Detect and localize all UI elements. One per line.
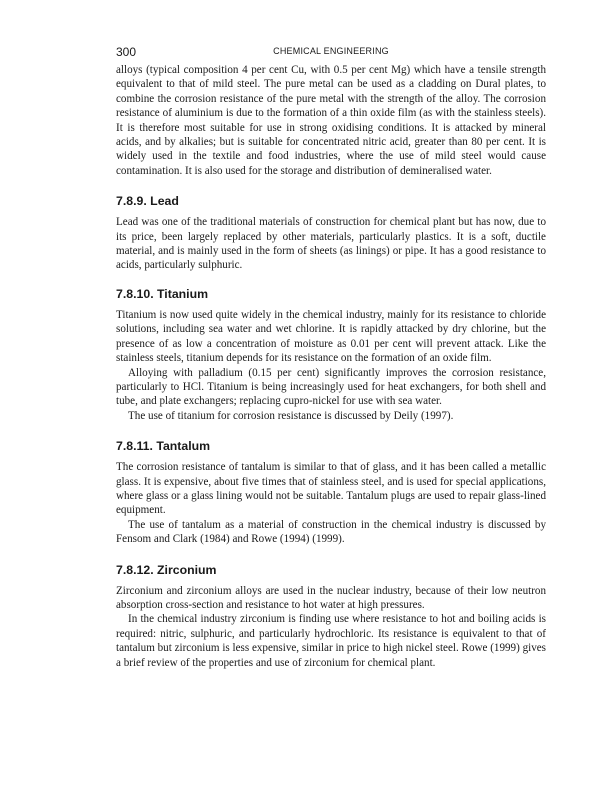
section-heading-titanium: 7.8.10. Titanium	[116, 286, 209, 301]
book-page	[116, 45, 546, 670]
titanium-paragraph-2: Alloying with palladium (0.15 per cent) significantly improves the corrosion resistance, particularly to HCl. Titanium is being increasingly used for heat exchangers, for both shell and tube, and plate exchangers; replacing cupro-nickel for use with sea water.	[116, 366, 546, 408]
running-head: CHEMICAL ENGINEERING	[273, 46, 389, 56]
titanium-paragraph-1: Titanium is now used quite widely in the chemical industry, mainly for its resistance to chloride solutions, including sea water and wet chlorine. It is rapidly attacked by dry chlorine, but the presence of as low a concentration of moisture as 0.01 per cent will prevent attack. Like the stainless steels, titanium depends for its resistance on the formation of an oxide film.	[116, 308, 546, 365]
section-heading-zirconium: 7.8.12. Zirconium	[116, 562, 217, 577]
section-heading-lead: 7.8.9. Lead	[116, 194, 179, 209]
page-number: 300	[116, 45, 137, 59]
intro-paragraph: alloys (typical composition 4 per cent Cu, with 0.5 per cent Mg) which have a tensile strength equivalent to that of mild steel. The pure metal can be used as a cladding on Dural plates, to combine the corrosion resistance of the pure metal with the strength of the alloy. The corrosion resistance of aluminium is due to the formation of a thin oxide film (as with the stainless steels). It is therefore most suitable for use in strong oxidising conditions. It is attacked by mineral acids, and by alkalies; but is suitable for concentrated nitric acid, greater than 80 per cent. It is widely used in the textile and food industries, where the use of mild steel would cause contamination. It is also used for the storage and distribution of demineralised water.	[116, 64, 546, 177]
zirconium-paragraph-1: Zirconium and zirconium alloys are used in the nuclear industry, because of their low neutron absorption cross-section and resistance to hot water at high pressures.	[116, 584, 546, 611]
lead-paragraph-1: Lead was one of the traditional materials of construction for chemical plant but has now, due to its price, been largely replaced by other materials, particularly plastics. It is a soft, ductile material, and is mainly used in the form of sheets (as linings) or pipe. It has a good resistance to acids, particularly sulphuric.	[116, 216, 546, 272]
page-header	[116, 45, 546, 63]
page-body	[116, 63, 546, 670]
section-heading-tantalum: 7.8.11. Tantalum	[116, 439, 211, 454]
zirconium-paragraph-2: In the chemical industry zirconium is finding use where resistance to hot and boiling acids is required: nitric, sulphuric, and particularly hydrochloric. Its resistance is equivalent to that of tantalum but zirconium is less expensive, similar in price to high nickel steel. Rowe (1999) gives a brief review of the properties and use of zirconium for chemical plant.	[116, 613, 546, 669]
tantalum-paragraph-1: The corrosion resistance of tantalum is similar to that of glass, and it has been called a metallic glass. It is expensive, about five times that of stainless steel, and is used for special applications, where glass or a glass lining would not be suitable. Tantalum plugs are used to repair glass-lined equipment.	[116, 461, 546, 517]
titanium-paragraph-3: The use of titanium for corrosion resistance is discussed by Deily (1997).	[128, 409, 454, 422]
tantalum-paragraph-2: The use of tantalum as a material of construction in the chemical industry is discussed by Fensom and Clark (1984) and Rowe (1994) (1999).	[116, 518, 546, 546]
